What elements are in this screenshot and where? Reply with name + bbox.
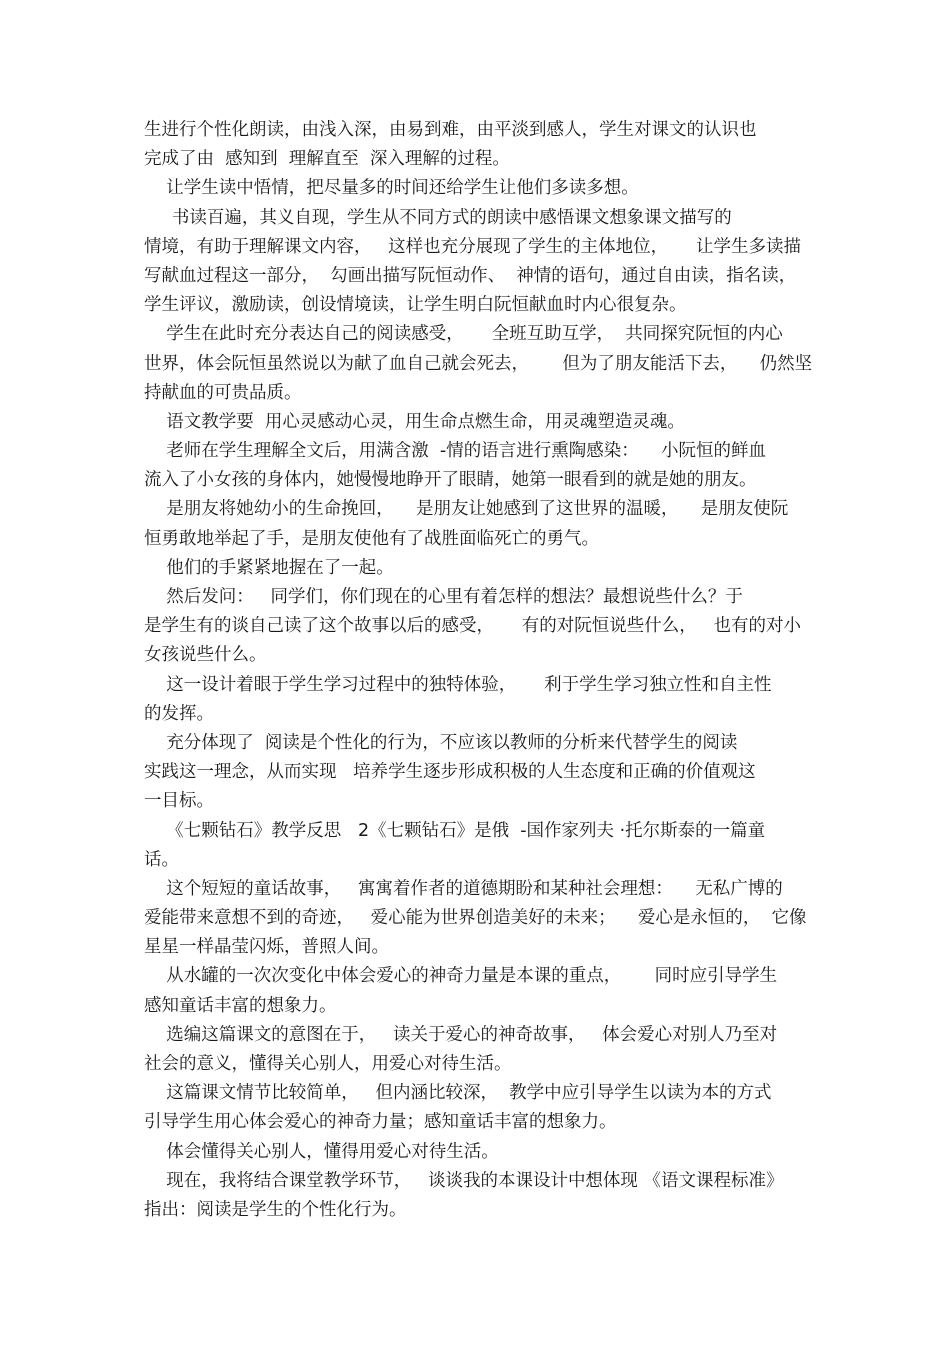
text-line: 指出：阅读是学生的个性化行为。 [144, 1199, 407, 1220]
text-line: 是朋友将她幼小的生命挽回， 是朋友让她感到了这世界的温暖， 是朋友使阮 [144, 499, 789, 520]
text-line: 体会懂得关心别人，懂得用爱心对待生活。 [144, 1141, 499, 1162]
text-line: 《七颗钻石》教学反思 2《七颗钻石》是俄 -国作家列夫 ·托尔斯泰的一篇童 [144, 820, 766, 841]
text-line: 充分体现了 阅读是个性化的行为，不应该以教师的分析来代替学生的阅读 [144, 732, 738, 753]
text-line: 话。 [144, 849, 179, 870]
text-line: 老师在学生理解全文后，用满含激 -情的语言进行熏陶感染： 小阮恒的鲜血 [144, 441, 766, 462]
text-line: 持献血的可贵品质。 [144, 382, 302, 403]
text-line: 爱能带来意想不到的奇迹， 爱心能为世界创造美好的未来； 爱心是永恒的， 它像 [144, 908, 807, 929]
text-line: 情境，有助于理解课文内容， 这样也充分展现了学生的主体地位， 让学生多读描 [144, 236, 801, 257]
text-line: 这一设计着眼于学生学习过程中的独特体验， 利于学生学习独立性和自主性 [144, 674, 772, 695]
text-line: 完成了由 感知到 理解直至 深入理解的过程。 [144, 149, 510, 170]
text-line: 让学生读中悟情，把尽量多的时间还给学生让他们多读多想。 [144, 178, 639, 199]
text-line: 语文教学要 用心灵感动心灵，用生命点燃生命，用灵魂塑造灵魂。 [144, 411, 685, 432]
text-line: 星星一样晶莹闪烁，普照人间。 [144, 937, 389, 958]
text-line: 流入了小女孩的身体内，她慢慢地睁开了眼睛，她第一眼看到的就是她的朋友。 [144, 470, 757, 491]
text-line: 学生在此时充分表达自己的阅读感受， 全班互助互学， 共同探究阮恒的内心 [144, 324, 783, 345]
text-line: 书读百遍，其义自现，学生从不同方式的朗读中感悟课文想象课文描写的 [144, 207, 732, 228]
text-line: 然后发问： 同学们，你们现在的心里有着怎样的想法？最想说些什么？于 [144, 587, 743, 607]
text-line: 一目标。 [144, 791, 214, 812]
text-line: 学生评议，激励读，创设情境读，让学生明白阮恒献血时内心很复杂。 [144, 295, 687, 316]
text-line: 选编这篇课文的意图在于， 读关于爱心的神奇故事， 体会爱心对别人乃至对 [144, 1024, 778, 1045]
text-line: 恒勇敢地举起了手，是朋友使他有了战胜面临死亡的勇气。 [144, 528, 599, 549]
text-line: 这个短短的童话故事， 寓寓着作者的道德期盼和某种社会理想： 无私广博的 [144, 878, 783, 899]
text-line: 这篇课文情节比较简单， 但内涵比较深， 教学中应引导学生以读为本的方式 [144, 1083, 772, 1104]
text-line: 生进行个性化朗读，由浅入深，由易到难，由平淡到感人，学生对课文的认识也 [144, 120, 757, 140]
text-line: 女孩说些什么。 [144, 645, 267, 666]
text-line: 现在，我将结合课堂教学环节， 谈谈我的本课设计中想体现 《语文课程标准》 [144, 1170, 784, 1191]
document-body [144, 116, 814, 1225]
text-line: 写献血过程这一部分， 勾画出描写阮恒动作、 神情的语句，通过自由读，指名读， [144, 265, 797, 286]
text-line: 的发挥。 [144, 703, 214, 724]
text-line: 实践这一理念，从而实现 培养学生逐步形成积极的人生态度和正确的价值观这 [144, 762, 756, 783]
text-line: 是学生有的谈自己读了这个故事以后的感受， 有的对阮恒说些什么， 也有的对小 [144, 616, 801, 637]
text-line: 引导学生用心体会爱心的神奇力量；感知童话丰富的想象力。 [144, 1112, 617, 1133]
text-line: 从水罐的一次次变化中体会爱心的神奇力量是本课的重点， 同时应引导学生 [144, 966, 778, 987]
text-line: 感知童话丰富的想象力。 [144, 995, 337, 1016]
text-line: 他们的手紧紧地握在了一起。 [144, 557, 394, 578]
text-line: 社会的意义，懂得关心别人，用爱心对待生活。 [144, 1054, 512, 1074]
text-line: 世界，体会阮恒虽然说以为献了血自己就会死去， 但为了朋友能活下去， 仍然坚 [144, 353, 813, 374]
